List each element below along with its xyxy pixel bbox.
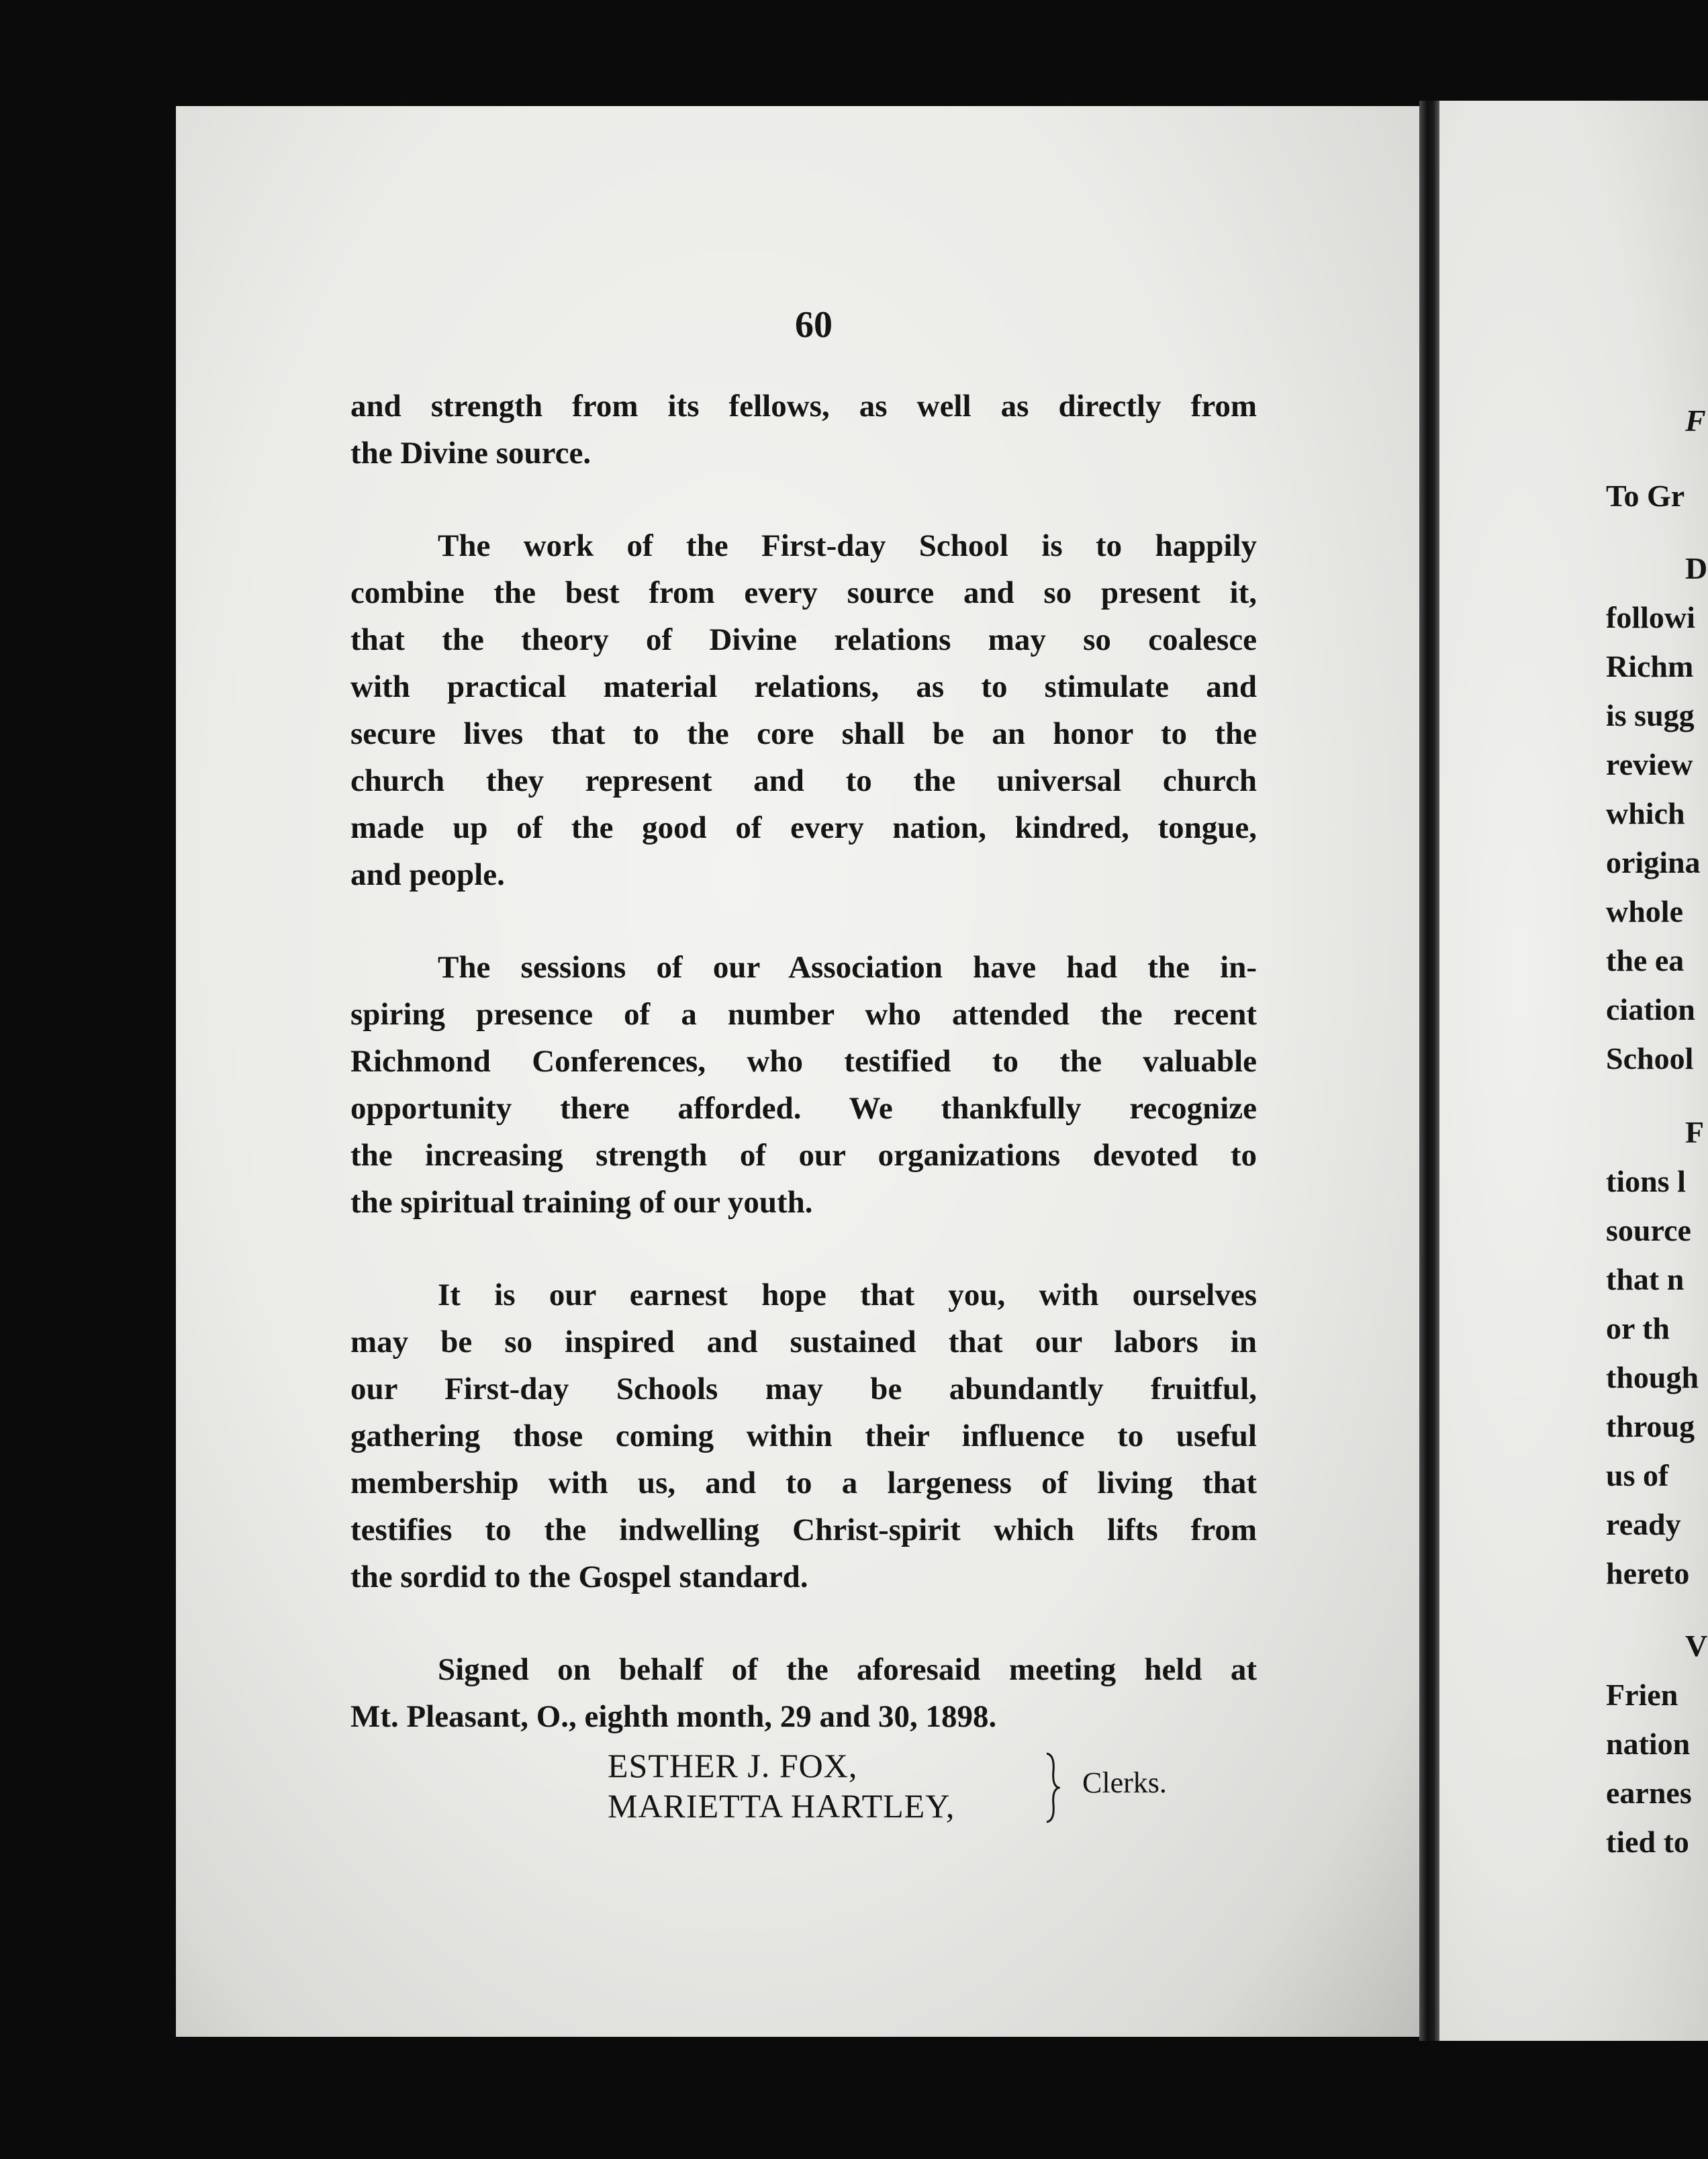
signatory-name: MARIETTA HARTLEY,: [608, 1787, 955, 1825]
paragraph: [350, 383, 1257, 477]
text-line: membership with us, and to a largeness of living that: [350, 1466, 1257, 1500]
curly-brace-icon: [1044, 1751, 1060, 1825]
paragraph: [350, 1646, 1257, 1740]
right-page-text-fragment: is sugg: [1606, 698, 1695, 732]
text-line: and people.: [350, 857, 505, 892]
right-page-text-fragment: throug: [1606, 1409, 1695, 1443]
right-page-text-fragment: nation: [1606, 1727, 1691, 1761]
right-page-text-fragment: V: [1685, 1629, 1708, 1663]
right-page-text-fragment: or th: [1606, 1311, 1670, 1345]
text-line: Mt. Pleasant, O., eighth month, 29 and 30, 1898.: [350, 1699, 997, 1734]
right-page-text-fragment: source: [1606, 1213, 1691, 1247]
right-page-text-fragment: Richm: [1606, 649, 1694, 683]
text-line: opportunity there afforded. We thankfully recognize: [350, 1091, 1257, 1126]
right-page-text-fragment: hereto: [1606, 1556, 1690, 1590]
signatory-name: ESTHER J. FOX,: [608, 1747, 858, 1784]
text-line: may be so inspired and sustained that our labors in: [350, 1325, 1257, 1359]
right-page-text-fragment: D: [1685, 551, 1708, 585]
right-page-text-fragment: ciation: [1606, 992, 1695, 1026]
text-line: made up of the good of every nation, kindred, tongue,: [350, 810, 1257, 845]
text-line: gathering those coming within their influence to useful: [350, 1419, 1257, 1453]
text-line: the increasing strength of our organizations devoted to: [350, 1138, 1257, 1173]
right-page-text-fragment: F: [1685, 1115, 1705, 1149]
clerks-label: Clerks.: [1082, 1766, 1167, 1799]
right-page-text-fragment: ready: [1606, 1507, 1681, 1541]
right-page-text-fragment: To Gr: [1606, 479, 1685, 513]
text-line: secure lives that to the core shall be an honor to the: [350, 716, 1257, 751]
right-page-text-fragment: the ea: [1606, 943, 1685, 977]
text-line: that the theory of Divine relations may so coalesce: [350, 622, 1257, 657]
page-number: 60: [795, 304, 833, 346]
paragraph: [350, 522, 1257, 898]
signature-block: [608, 1745, 955, 1826]
right-page-text-fragment: Frien: [1606, 1678, 1678, 1712]
text-line: The work of the First-day School is to happily: [438, 528, 1257, 563]
right-page-text-fragment: that n: [1606, 1262, 1685, 1296]
right-page-text-fragment: F: [1685, 403, 1706, 438]
text-line: with practical material relations, as to stimulate and: [350, 669, 1257, 704]
text-line: our First-day Schools may be abundantly fruitful,: [350, 1372, 1257, 1406]
right-page-text-fragment: review: [1606, 747, 1693, 781]
right-page-text-fragment: earnes: [1606, 1776, 1692, 1810]
right-page-text-fragment: us of: [1606, 1458, 1669, 1492]
text-line: the Divine source.: [350, 436, 591, 471]
text-line: and strength from its fellows, as well as directly from: [350, 389, 1257, 424]
right-page-text-fragment: whole: [1606, 894, 1683, 928]
body-text: [350, 383, 1257, 1786]
text-line: the spiritual training of our youth.: [350, 1185, 813, 1220]
right-page-text-fragment: School: [1606, 1041, 1694, 1075]
text-line: The sessions of our Association have had the in-: [438, 950, 1257, 985]
book-gutter: [1419, 101, 1439, 2041]
right-page-text-fragment: which: [1606, 796, 1685, 830]
right-page-text-fragment: tied to: [1606, 1825, 1689, 1859]
text-line: church they represent and to the universal church: [350, 763, 1257, 798]
right-page-text-fragment: followi: [1606, 600, 1695, 634]
text-line: the sordid to the Gospel standard.: [350, 1560, 808, 1594]
right-page-text-fragment: tions l: [1606, 1164, 1686, 1198]
right-page-text-fragment: though: [1606, 1360, 1699, 1394]
text-line: spiring presence of a number who attended the recent: [350, 997, 1257, 1032]
text-line: testifies to the indwelling Christ-spirit which lifts from: [350, 1513, 1257, 1547]
text-line: It is our earnest hope that you, with ourselves: [438, 1278, 1257, 1312]
paragraph: [350, 1272, 1257, 1600]
paragraph: [350, 944, 1257, 1226]
right-page-text-fragment: origina: [1606, 845, 1701, 879]
text-line: Richmond Conferences, who testified to the valuable: [350, 1044, 1257, 1079]
text-line: combine the best from every source and so present it,: [350, 575, 1257, 610]
text-line: Signed on behalf of the aforesaid meeting held at: [438, 1652, 1257, 1687]
